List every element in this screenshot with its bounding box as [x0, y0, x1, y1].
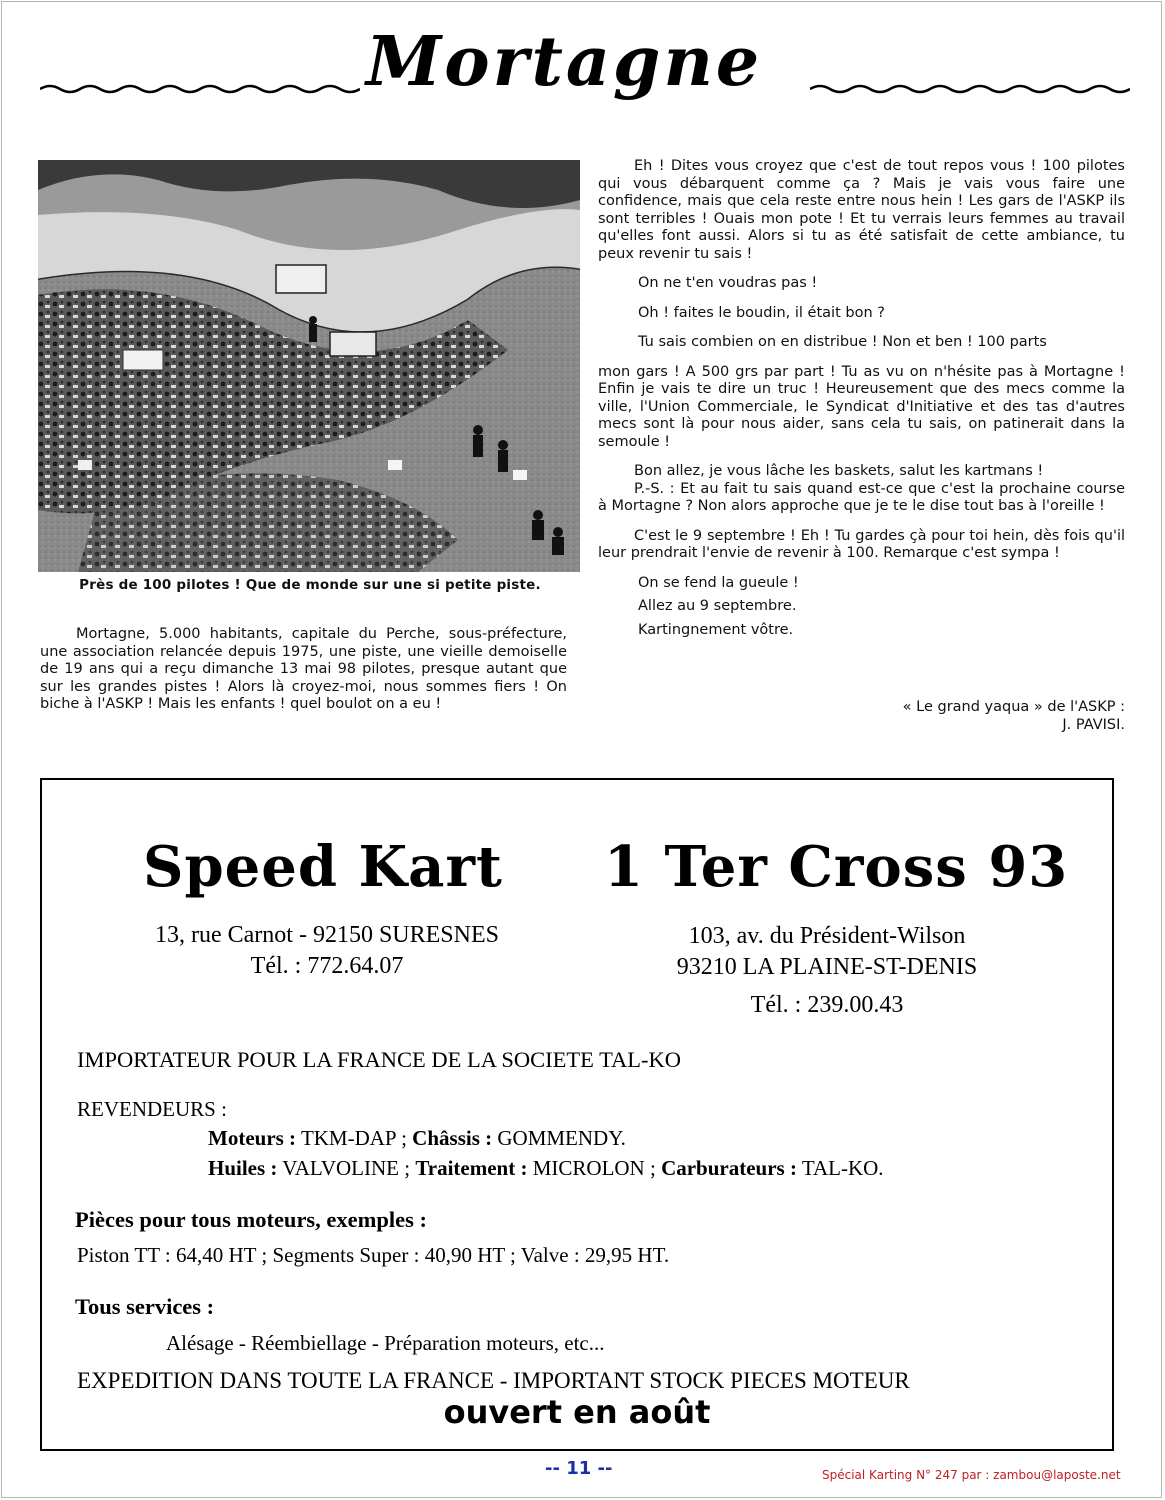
parts-line: Piston TT : 64,40 HT ; Segments Super : 40,90 HT ; Valve : 29,95 HT.: [77, 1243, 670, 1267]
right-address-city: 93210 LA PLAINE-ST-DENIS: [676, 954, 978, 980]
left-address-phone: Tél. : 772.64.07: [250, 953, 404, 979]
parts-heading-text: Pièces pour tous moteurs, exemples :: [75, 1207, 428, 1232]
right-address-phone: Tél. : 239.00.43: [750, 992, 904, 1018]
photo-caption: Près de 100 pilotes ! Que de monde sur une si petite piste.: [79, 577, 541, 593]
paragraph-1: Eh ! Dites vous croyez que c'est de tout repos vous ! 100 pilotes qui vous débarquent comme ça ? Mais je vais vous faire une confidence, mais que cela reste entre nous hein ! Les gars de l'ASKP ils sont terribles ! Ouais mon pote ! Et tu verrais leurs femmes au travail qu'elles font aussi. Alors si tu as été satisfait de cette ambiance, tu peux revenir tu sais !: [598, 158, 1125, 262]
chassis-label: Châssis :: [412, 1126, 493, 1150]
brand-speed-kart: Speed Kart: [143, 834, 503, 900]
right-wavy-rule: [810, 82, 1130, 96]
resellers-line-1: [208, 1126, 626, 1151]
article-right-column: [598, 158, 1125, 639]
open-in-august: ouvert en août: [443, 1393, 711, 1431]
paragraph-5: mon gars ! A 500 grs par part ! Tu as vu on n'hésite pas à Mortagne ! Enfin je vais te dire un truc ! Heureusement que des mecs comme la ville, l'Union Commerciale, le Syndicat d'Initiative et des tas d'autres mecs sont là pour nous aider, sans cela tu sais, on patinerait dans la semoule !: [598, 363, 1125, 450]
paragraph-10: Allez au 9 septembre.: [638, 598, 797, 614]
resellers-heading: REVENDEURS :: [77, 1097, 227, 1121]
importer-line: IMPORTATEUR POUR LA FRANCE DE LA SOCIETE TAL-KO: [77, 1047, 682, 1072]
page-title: Mortagne: [366, 22, 763, 102]
services-line: Alésage - Réembiellage - Préparation moteurs, etc...: [166, 1331, 605, 1355]
services-heading-text: Tous services :: [75, 1294, 215, 1319]
photo-illustration: [38, 160, 580, 572]
signature: [598, 699, 1125, 734]
traitement-label: Traitement :: [415, 1156, 528, 1180]
kart-paddock-photo: [38, 160, 580, 572]
services-heading: [75, 1294, 214, 1320]
intro-paragraph: Mortagne, 5.000 habitants, capitale du Perche, sous-préfecture, une association relancée depuis 1975, une piste, une vieille demoiselle de 19 ans qui a reçu dimanche 13 mai 98 pilotes, presque autant que sur les grandes pistes ! Alors là croyez-moi, nous sommes fiers ! On biche à l'ASKP ! Mais les enfants ! quel boulot on a eu !: [40, 626, 567, 712]
paragraph-4: Tu sais combien on en distribue ! Non et ben ! 100 parts: [638, 334, 1047, 350]
right-address: [617, 921, 1037, 1021]
paragraph-3: Oh ! faites le boudin, il était bon ?: [638, 304, 885, 321]
huiles-label: Huiles :: [208, 1156, 278, 1180]
paragraph-11: Kartingnement vôtre.: [638, 621, 794, 638]
resellers-line-2: [208, 1156, 884, 1181]
signature-line-2: J. PAVISI.: [1062, 716, 1125, 733]
credit-line: Spécial Karting N° 247 par : zambou@laposte.net: [822, 1468, 1121, 1482]
chassis-value: GOMMENDY.: [497, 1126, 626, 1150]
carburateurs-value: TAL-KO.: [801, 1156, 884, 1180]
paragraph-9: On se fend la gueule !: [638, 574, 799, 591]
brand-1-ter-cross-93: 1 Ter Cross 93: [604, 834, 1069, 900]
paragraph-ps: P.-S. : Et au fait tu sais quand est-ce que c'est la prochaine course à Mortagne ? Non alors approche que je te le dise tout bas à l'oreille !: [598, 480, 1125, 514]
huiles-value: VALVOLINE ;: [282, 1156, 411, 1180]
traitement-value: MICROLON ;: [532, 1156, 656, 1180]
paragraph-2: On ne t'en voudras pas !: [638, 275, 818, 291]
parts-heading: [75, 1207, 427, 1233]
moteurs-label: Moteurs :: [208, 1126, 297, 1150]
page-number: -- 11 --: [545, 1458, 613, 1479]
left-wavy-rule: [40, 82, 360, 96]
moteurs-value: TKM-DAP ;: [300, 1126, 407, 1150]
right-address-street: 103, av. du Président-Wilson: [688, 923, 966, 949]
masthead: [0, 18, 1165, 113]
left-address-street: 13, rue Carnot - 92150 SURESNES: [155, 922, 499, 948]
paragraph-6: Bon allez, je vous lâche les baskets, salut les kartmans !: [634, 463, 1044, 479]
paragraph-date: C'est le 9 septembre ! Eh ! Tu gardes çà pour toi hein, dès fois qu'il leur prendrait l'envie de revenir à 100. Remarque c'est sympa !: [598, 527, 1125, 561]
shipping-line: EXPEDITION DANS TOUTE LA FRANCE - IMPORTANT STOCK PIECES MOTEUR: [77, 1368, 910, 1393]
signature-line-1: « Le grand yaqua » de l'ASKP :: [902, 699, 1125, 715]
advertisement: [40, 778, 1114, 1451]
left-address: [102, 920, 552, 982]
carburateurs-label: Carburateurs :: [661, 1156, 797, 1180]
